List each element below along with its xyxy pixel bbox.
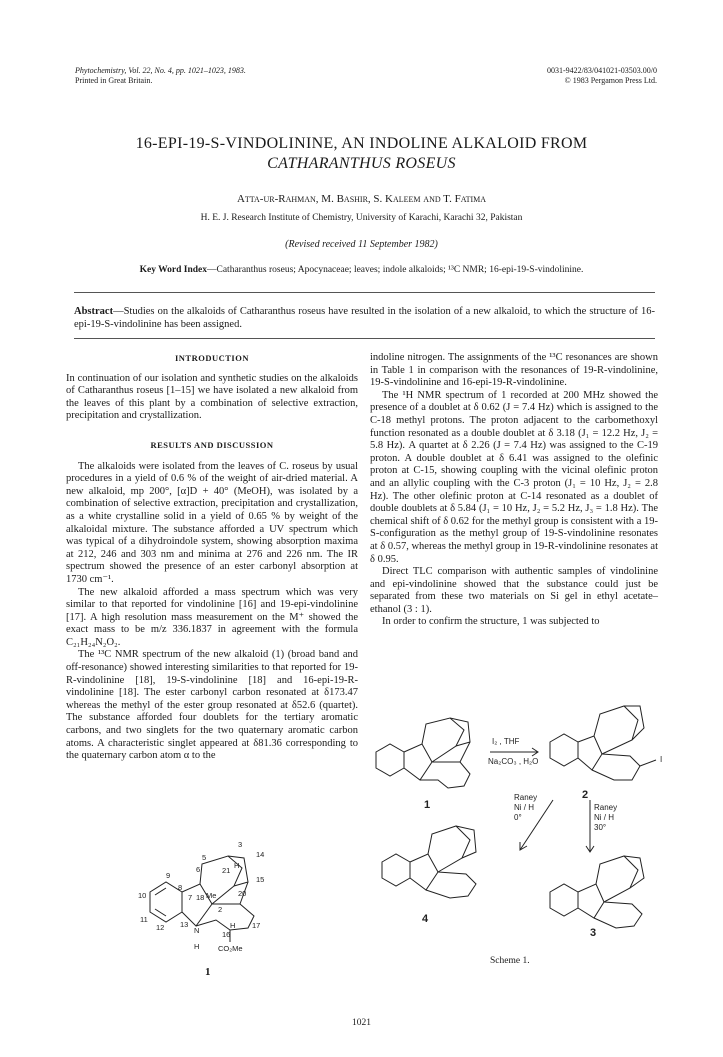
atom-label: 18 [196, 893, 205, 902]
compound-2-structure [550, 706, 656, 780]
abstract-label: Abstract [74, 306, 114, 317]
title-line-1: 16-EPI-19-S-VINDOLININE, AN INDOLINE ALKALOID FROM [135, 135, 588, 152]
raney-label: Raney [594, 803, 618, 812]
scheme-1-diagram [368, 670, 668, 960]
raney-label: Ni / H [594, 813, 614, 822]
authors: Atta-ur-Rahman, M. Bashir, S. Kaleem and T. Fatima [236, 193, 487, 205]
atom-label: 9 [166, 871, 171, 880]
results-heading: RESULTS AND DISCUSSION [150, 439, 274, 450]
atom-label: Me [206, 891, 217, 900]
iodo-label: I [660, 755, 663, 764]
atom-label: 16 [222, 930, 231, 939]
reagent-label: Na₂CO₃ , H₂O [488, 757, 539, 766]
atom-label: H [194, 942, 200, 951]
atom-label: CO₂Me [218, 944, 243, 953]
code-line: 0031-9422/83/041021-03503.00/0 [547, 66, 657, 75]
compound-label-1: 1 [205, 966, 211, 978]
atom-label: 5 [202, 853, 207, 862]
results-paragraph-2: The new alkaloid afforded a mass spectrum which was very similar to that reported for vindolinine [16] and 19-epi-vindolinine [17]. A high resolution mass measurement on the M⁺ showed the exact mass to be m/z 336.1837 in agreement with the formula C₂₁H₂₄N₂O₂. [66, 586, 358, 648]
right-paragraph-2: The ¹H NMR spectrum of 1 recorded at 200 MHz showed the presence of a doublet at δ 0.62 (J = 7.4 Hz) which is assigned to the C-18 methyl protons. The proton adjacent to the carbomethoxyl function resonated as a double doublet at δ 3.18 (J₁ = 12.2 Hz, J₂ = 5.8 Hz). A quartet at δ 2.26 (J = 7.4 Hz) was assigned to the C-19 proton. A double doublet at δ 6.41 was assigned to the olefinic proton at C-15, showing coupling with the vicinal olefinic proton and an allylic coupling with the C-3 proton (J₁ = 10 Hz, J₂ = 2.8 Hz). The other olefinic proton at C-14 resonated as a doublet of double doublets at δ 5.84 (J₁ = 10 Hz, J₂ = 5.2 Hz, J₃ = 1.8 Hz). The chemical shift of δ 0.62 for the methyl group is consistent with a 19-S-configuration as the methyl group of 19-S-vindolinine resonates at δ 0.57, whereas the methyl group in 19-R-vindolinine resonates at δ 0.95. [370, 389, 658, 565]
keywords-text: —Catharanthus roseus; Apocynaceae; leaves; indole alkaloids; ¹³C NMR; 16-epi-19-S-vindolinine. [207, 265, 584, 275]
page-number: 1021 [352, 1018, 371, 1028]
compound-label: 3 [590, 927, 597, 939]
raney-label: 30° [594, 823, 607, 832]
compound-1-structure [376, 718, 470, 788]
atom-label: 14 [256, 850, 265, 859]
copyright-header [547, 66, 657, 86]
atom-label: 10 [138, 891, 147, 900]
structure-1-diagram [130, 830, 310, 965]
paper-title [60, 134, 663, 174]
right-paragraph-1: indoline nitrogen. The assignments of the ¹³C resonances are shown in Table 1 in comparison with the resonances of 19-R-vindolinine, 19-S-vindolinine and 16-epi-19-R-vindolinine. [370, 352, 658, 389]
results-paragraph-1: The alkaloids were isolated from the leaves of C. roseus by usual procedures in a yield of 0.6 % of the weight of air-dried material. A new alkaloid, mp 200°, [α]D + 40° (MeOH), was isolated by a combination of selective extraction, precipitation and crystallization, as a white crystalline solid in a yield of 0.65 % by weight of the alkaloidal mixture. The substance afforded a UV spectrum which was typical of a dihydroindole system, showing absorption maxima at 212, 246 and 303 nm and minima at 276 and 226 nm. The IR spectrum showed the presence of an ester carbonyl absorption at 1730 cm⁻¹. [66, 460, 358, 585]
affiliation: H. E. J. Research Institute of Chemistry, University of Karachi, Karachi 32, Pakistan [200, 213, 523, 223]
right-paragraph-3: Direct TLC comparison with authentic samples of vindolinine and epi-vindolinine showed that the substance could just be separated from these two materials on Si gel in ethyl acetate–ethanol (3 : 1). [370, 566, 658, 615]
keywords-label: Key Word Index [139, 265, 207, 275]
keywords [60, 265, 663, 275]
right-paragraph-4: In order to confirm the structure, 1 was subjected to [382, 616, 600, 628]
right-column [370, 352, 658, 629]
atom-label: H [234, 861, 240, 870]
atom-label: 11 [140, 915, 148, 924]
atom-label: 12 [156, 923, 165, 932]
compound-label: 1 [424, 799, 431, 811]
reagent-label: I₂ , THF [492, 737, 520, 746]
atom-label: 3 [238, 840, 243, 849]
atom-label: 2 [218, 905, 223, 914]
compound-label: 4 [422, 913, 429, 925]
atom-label: H [230, 921, 236, 930]
compound-4-structure [382, 826, 476, 898]
abstract-text: —Studies on the alkaloids of Catharanthus roseus have resulted in the isolation of a new alkaloid, to which the structure of 16-epi-19-S-vindolinine has been assigned. [74, 306, 655, 330]
left-column [66, 352, 358, 763]
atom-label: 21 [222, 866, 231, 875]
rule-bottom [74, 338, 655, 339]
results-paragraph-3: The ¹³C NMR spectrum of the new alkaloid (1) (broad band and off-resonance) showed interesting similarities to that reported for 19-R-vindolinine [18], 19-S-vindolinine [18] and 16-epi-19-R-vindolinine [18]. The ester carbonyl carbon resonated at δ173.47 whereas the methyl of the ester group resonated at δ52.6 (quartet). The substance afforded four doublets for the tertiary aromatic carbons, and two singlets for the two quaternary aromatic carbon atoms. A characteristic singlet appeared at δ81.36 corresponding to the quaternary carbon atom α to the [66, 649, 358, 762]
title-line-2: CATHARANTHUS ROSEUS [267, 155, 456, 172]
copyright-line: © 1983 Pergamon Press Ltd. [564, 76, 657, 85]
compound-label: 2 [582, 789, 589, 801]
revised-date: (Revised received 11 September 1982) [285, 239, 438, 250]
printed-line: Printed in Great Britain. [75, 76, 153, 85]
journal-line: Phytochemistry, Vol. 22, No. 4, pp. 1021–1023, 1983. [75, 66, 246, 75]
atom-label: 20 [238, 889, 247, 898]
scheme-caption: Scheme 1. [490, 956, 530, 966]
intro-text: In continuation of our isolation and synthetic studies on the alkaloids of Catharanthus roseus [1–15] we have isolated a new alkaloid from the leaves of this plant by a combination of selective extraction, precipitation and crystallization. [66, 372, 358, 422]
atom-label: 7 [188, 893, 193, 902]
raney-label: 0° [514, 813, 522, 822]
atom-label: N [194, 926, 200, 935]
atom-label: 13 [180, 920, 189, 929]
atom-label: 6 [196, 865, 201, 874]
rule-top [74, 292, 655, 293]
journal-header [75, 66, 246, 86]
raney-label: Raney [514, 793, 538, 802]
abstract [74, 305, 655, 331]
intro-heading: INTRODUCTION [174, 353, 249, 363]
atom-label: 8 [178, 883, 183, 892]
atom-label: 15 [256, 875, 265, 884]
raney-label: Ni / H [514, 803, 534, 812]
atom-label: 17 [252, 921, 261, 930]
compound-3-structure [550, 856, 644, 928]
